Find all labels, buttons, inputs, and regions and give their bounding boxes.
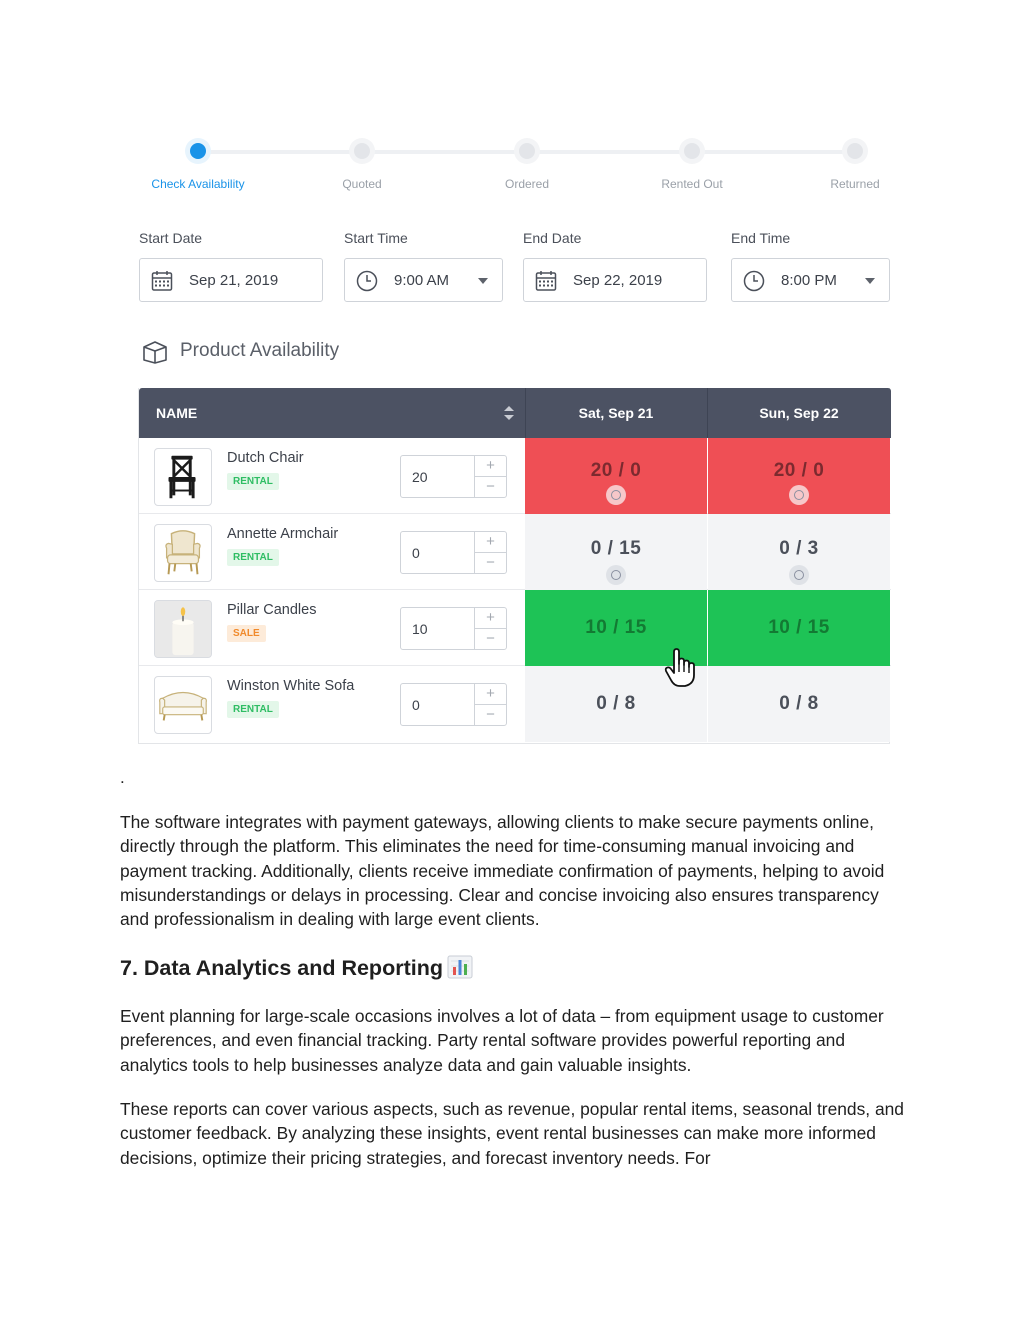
stepper-buttons xyxy=(474,608,506,649)
box-icon xyxy=(142,340,168,364)
rental-badge: RENTAL xyxy=(227,701,279,718)
product-thumbnail-dutch-chair xyxy=(154,448,212,506)
increment-button[interactable]: + xyxy=(486,609,495,626)
hand-pointer-cursor-icon xyxy=(663,648,699,688)
quantity-stepper[interactable] xyxy=(400,607,507,650)
table-row xyxy=(139,514,891,590)
availability-cell-sun[interactable] xyxy=(708,438,890,514)
quantity-value[interactable]: 20 xyxy=(412,469,428,485)
availability-cell-sun[interactable] xyxy=(708,590,890,666)
start-date-field xyxy=(139,230,279,289)
end-time-field xyxy=(731,230,837,289)
step-dot xyxy=(514,138,540,164)
rental-badge: RENTAL xyxy=(227,473,279,490)
decrement-button[interactable]: − xyxy=(475,552,506,572)
step-label: Check Availability xyxy=(151,177,245,191)
step-rented-out[interactable] xyxy=(632,138,752,191)
stepper-buttons xyxy=(474,684,506,725)
decrement-button[interactable]: − xyxy=(475,476,506,496)
start-date-label: Start Date xyxy=(139,230,203,246)
end-date-label: End Date xyxy=(523,230,582,246)
start-date-value: Sep 21, 2019 xyxy=(189,272,279,289)
step-dot xyxy=(679,138,705,164)
availability-cell-sat[interactable] xyxy=(525,438,707,514)
stray-period: . xyxy=(120,768,125,787)
step-dot-active xyxy=(185,138,211,164)
sort-icon[interactable] xyxy=(503,405,515,421)
step-quoted[interactable] xyxy=(302,138,422,191)
quantity-value[interactable]: 10 xyxy=(412,621,428,637)
column-header-sat-sep-21: Sat, Sep 21 xyxy=(578,405,654,421)
availability-cell-sun[interactable] xyxy=(708,514,890,590)
column-header-name[interactable]: NAME xyxy=(156,405,198,421)
product-name[interactable]: Winston White Sofa xyxy=(227,678,355,694)
availability-value: 0 / 15 xyxy=(590,538,642,559)
end-time-value: 8:00 PM xyxy=(781,272,837,289)
start-time-select[interactable] xyxy=(344,258,503,302)
order-progress-stepper xyxy=(138,138,890,198)
calendar-icon xyxy=(535,270,557,292)
column-header-sun-sep-22: Sun, Sep 22 xyxy=(759,405,839,421)
product-name[interactable]: Pillar Candles xyxy=(227,602,317,618)
end-date-field xyxy=(523,230,663,289)
increment-button[interactable]: + xyxy=(486,685,495,702)
bar-chart-icon xyxy=(447,955,473,979)
quantity-value[interactable]: 0 xyxy=(412,697,420,713)
start-time-value: 9:00 AM xyxy=(394,272,450,289)
sale-badge: SALE xyxy=(227,625,266,642)
end-date-input[interactable] xyxy=(523,258,707,302)
info-icon[interactable] xyxy=(789,565,809,585)
stepper-buttons xyxy=(474,532,506,573)
quantity-stepper[interactable] xyxy=(400,683,507,726)
end-date-value: Sep 22, 2019 xyxy=(573,272,663,289)
quantity-value[interactable]: 0 xyxy=(412,545,420,561)
section-title: Product Availability xyxy=(180,340,340,361)
decrement-button[interactable]: − xyxy=(475,704,506,724)
table-row xyxy=(139,590,891,666)
step-check-availability[interactable] xyxy=(138,138,258,191)
table-header xyxy=(139,388,891,438)
product-name[interactable]: Dutch Chair xyxy=(227,450,304,466)
calendar-icon xyxy=(151,270,173,292)
step-label: Rented Out xyxy=(661,177,723,191)
step-label: Quoted xyxy=(342,177,382,191)
availability-value: 0 / 8 xyxy=(779,693,819,714)
decrement-button[interactable]: − xyxy=(475,628,506,648)
info-icon[interactable] xyxy=(606,485,626,505)
availability-value: 20 / 0 xyxy=(773,460,825,481)
product-thumbnail-winston-white-sofa xyxy=(154,676,212,734)
chevron-down-icon xyxy=(478,278,488,284)
start-time-label: Start Time xyxy=(344,230,408,246)
availability-value: 20 / 0 xyxy=(590,460,642,481)
end-time-select[interactable] xyxy=(731,258,890,302)
product-name[interactable]: Annette Armchair xyxy=(227,526,339,542)
availability-cell-sat[interactable] xyxy=(525,514,707,590)
quantity-stepper[interactable] xyxy=(400,531,507,574)
availability-value: 0 / 3 xyxy=(779,538,819,559)
step-returned[interactable] xyxy=(795,138,915,191)
availability-value: 10 / 15 xyxy=(585,617,647,638)
info-icon[interactable] xyxy=(606,565,626,585)
step-label: Ordered xyxy=(504,177,550,191)
paragraph: The software integrates with payment gateways, allowing clients to make secure payments online, directly through the platform. This eliminates the need for time-consuming manual invoicing and payment tracking. Additionally, clients receive immediate confirmation of payments, helping to avoid misunderstandings or delays in processing. Clear and concise invoicing also ensures transparency and professionalism in dealing with large event clients. xyxy=(120,812,885,930)
quantity-stepper[interactable] xyxy=(400,455,507,498)
step-dot xyxy=(349,138,375,164)
start-date-input[interactable] xyxy=(139,258,323,302)
chevron-down-icon xyxy=(865,278,875,284)
availability-table xyxy=(138,388,890,744)
table-row xyxy=(139,666,891,742)
clock-icon xyxy=(356,270,378,292)
availability-value: 10 / 15 xyxy=(768,617,830,638)
section-heading xyxy=(120,955,473,981)
clock-icon xyxy=(743,270,765,292)
product-thumbnail-pillar-candles xyxy=(154,600,212,658)
step-dot xyxy=(842,138,868,164)
end-time-label: End Time xyxy=(731,230,791,246)
step-ordered[interactable] xyxy=(467,138,587,191)
availability-cell-sun[interactable] xyxy=(708,666,890,742)
start-time-field xyxy=(344,230,450,289)
step-label: Returned xyxy=(830,177,880,191)
stepper-buttons xyxy=(474,456,506,497)
paragraph: These reports can cover various aspects, such as revenue, popular rental items, seasonal trends, and customer feedback. By analyzing these insights, event rental businesses can make more informed decisions, optimize their pricing strategies, and forecast inventory needs. For xyxy=(120,1099,904,1168)
increment-button[interactable]: + xyxy=(486,457,495,474)
rental-badge: RENTAL xyxy=(227,549,279,566)
table-row xyxy=(139,438,891,514)
product-thumbnail-annette-armchair xyxy=(154,524,212,582)
paragraph: Event planning for large-scale occasions involves a lot of data – from equipment usage to customer preferences, and even financial tracking. Party rental software provides powerful reporting and analytics tools to help businesses analyze data and gain valuable insights. xyxy=(120,1006,884,1075)
info-icon[interactable] xyxy=(789,485,809,505)
increment-button[interactable]: + xyxy=(486,533,495,550)
availability-value: 0 / 8 xyxy=(596,693,636,714)
heading-text: 7. Data Analytics and Reporting xyxy=(120,956,443,980)
